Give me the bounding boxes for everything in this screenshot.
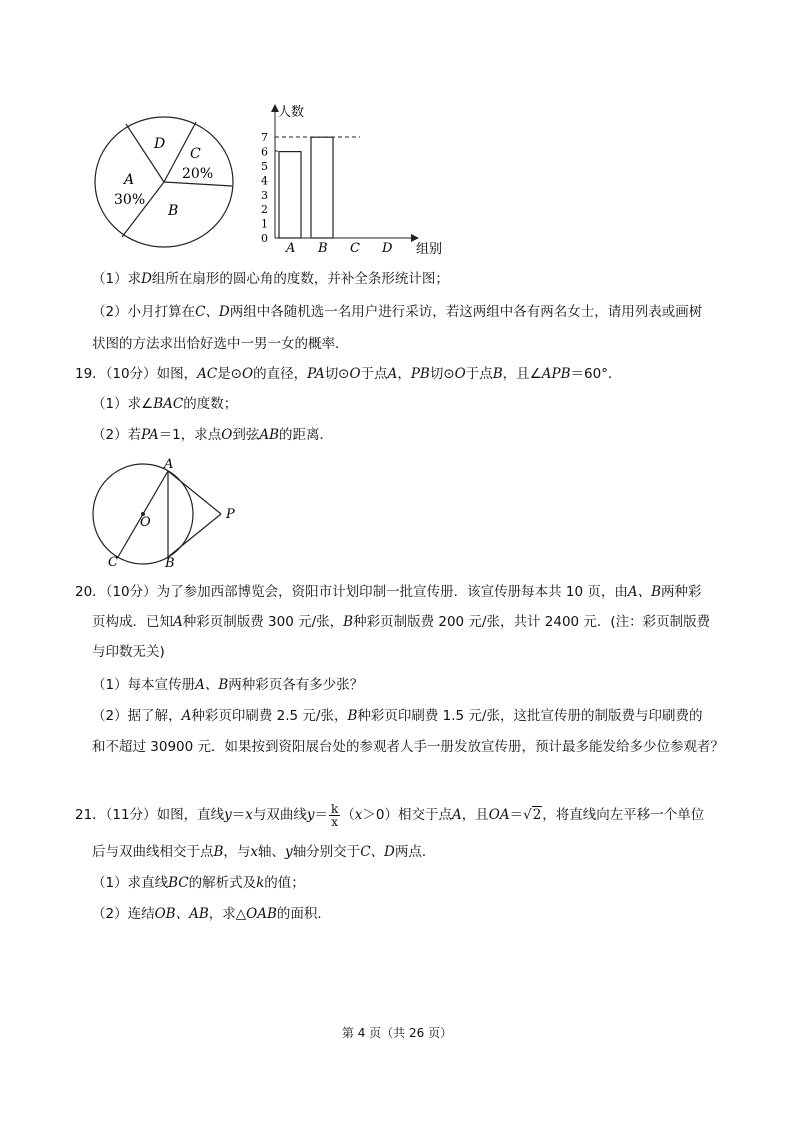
q18-part2: （2）小月打算在C、D两组中各随机选一名用户进行采访，若这两组中各有两名女士，请用列表或画树 [92,304,703,320]
y-tick-label: 1 [261,217,268,231]
x-tick-label-B: B [318,241,328,256]
q20-part2-cont: 和不超过 30900 元．如果按到资阳展台处的参观者人手一册发放宣传册，预计最多能发给多少位参观者？ [92,739,725,755]
pie-label-a: A [124,172,135,188]
y-tick-label: 2 [261,203,268,217]
q20-line1: 20．（10分）为了参加西部博览会，资阳市计划印制一批宣传册．该宣传册每本共 10 页，由A、B两种彩 [75,584,702,600]
fig-label-p: P [226,507,235,522]
y-tick-label: 3 [261,188,268,202]
q20-part1: （1）每本宣传册A、B两种彩页各有多少张？ [92,677,364,693]
pie-pct-a: 30% [114,192,146,208]
x-tick-label-D: D [382,241,393,256]
q18-part1: （1）求D组所在扇形的圆心角的度数，并补全条形统计图； [92,271,449,287]
bar-A [279,152,301,238]
q20-line3: 与印数无关) [92,644,165,660]
q19-stem: 19．（10分）如图，AC是⊙O的直径，PA切⊙O于点A，PB切⊙O于点B，且∠APB＝60°． [75,366,622,382]
pie-label-d: D [154,136,166,152]
q21-stem: 21．（11分）如图，直线y＝x与双曲线y＝ $\frac{k}{x}$ （x＞0）相交于点A，且OA＝√2，将直线向左平移一个单位 [75,801,705,829]
y-tick-label: 7 [261,131,268,145]
page-footer: 第 4 页（共 26 页） [341,1026,453,1040]
sqrt-2: √2 [523,807,542,823]
pie-label-b: B [168,203,179,219]
y-tick-label: 6 [261,145,268,159]
q21-line2: 后与双曲线相交于点B，与x轴、y轴分别交于C、D两点． [92,844,436,860]
pie-label-c: C [190,146,201,162]
fig-label-o: O [140,515,151,530]
pie-chart [92,114,242,252]
circle-tangent-figure [88,456,248,570]
bar-chart [250,98,450,258]
q21-part2: （2）连结OB、AB，求△OAB的面积． [92,906,331,922]
y-tick-label: 0 [261,232,268,245]
q20-line2: 页构成．已知A种彩页制版费 300 元/张，B种彩页制版费 200 元/张，共计 2400 元．(注：彩页制版费 [92,614,711,630]
x-tick-label-A: A [286,241,296,256]
fig-label-c: C [108,555,118,570]
bar-B [311,137,333,238]
q18-part2-cont: 状图的方法求出恰好选中一男一女的概率． [92,336,349,352]
y-tick-label: 5 [261,160,268,173]
fig-label-a: A [164,457,174,472]
x-axis-label: 组别 [416,242,443,257]
fig-label-b: B [165,556,175,570]
q19-part2: （2）若PA＝1，求点O到弦AB的距离． [92,427,334,443]
pie-pct-c: 20% [182,166,214,182]
x-tick-label-C: C [350,241,360,256]
q20-part2: （2）据了解，A种彩页印刷费 2.5 元/张，B种彩页印刷费 1.5 元/张，这批宣传册的制版费与印刷费的 [92,708,703,724]
q21-part1: （1）求直线BC的解析式及k的值； [92,875,305,891]
y-tick-label: 4 [261,174,268,188]
fraction-k-over-x: $\frac{k}{x}$ [331,801,339,829]
y-axis-label: 人数 [278,105,305,120]
q19-part1: （1）求∠BAC的度数； [92,396,238,412]
